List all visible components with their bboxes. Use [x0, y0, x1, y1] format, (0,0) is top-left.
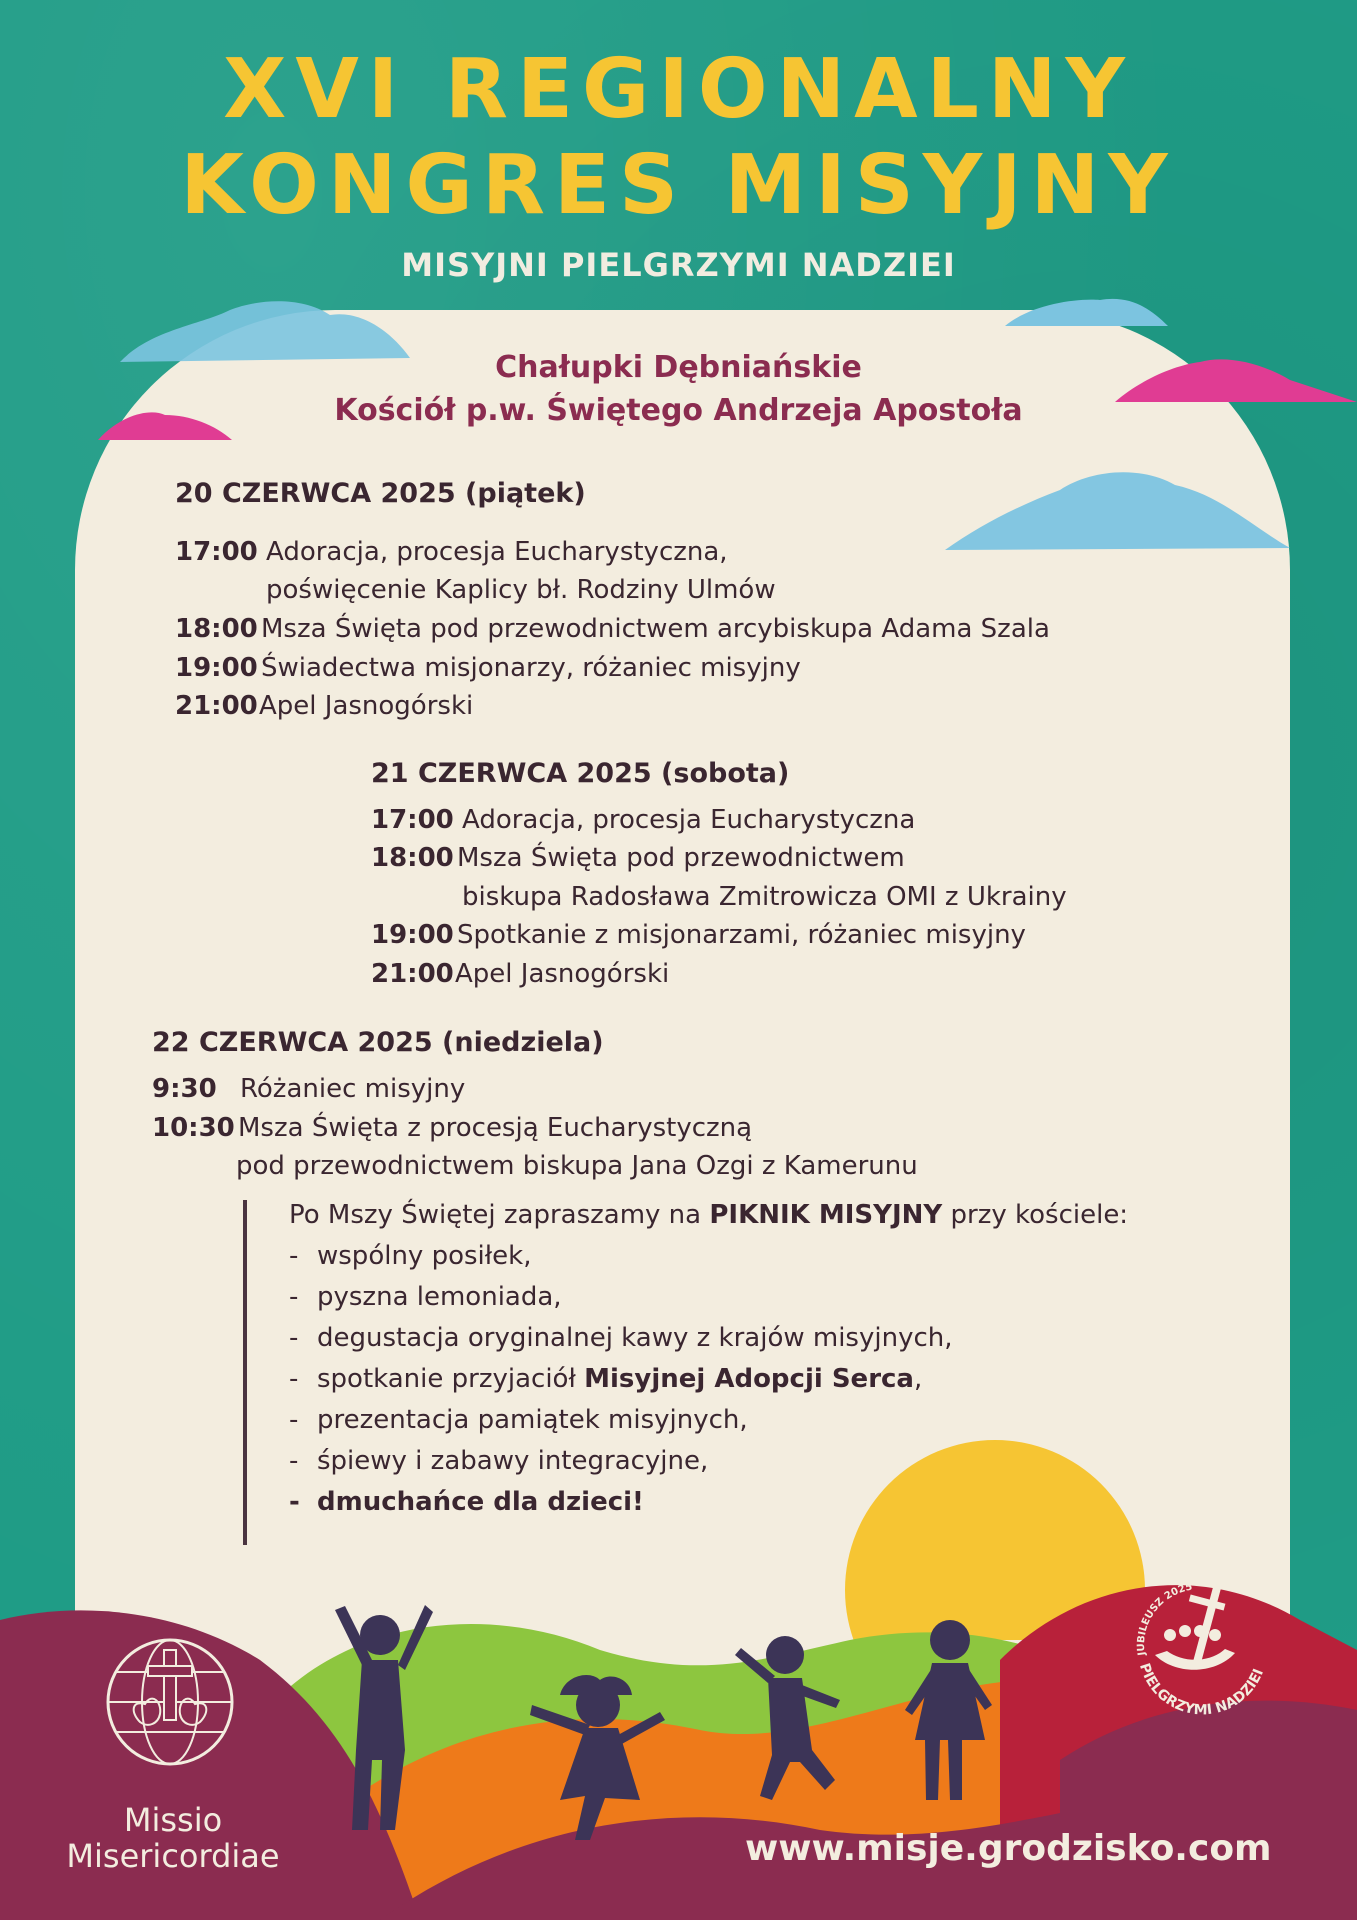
list-item-text: degustacja oryginalnej kawy z krajów misyjnych,: [317, 1323, 953, 1353]
picnic-intro-before: Po Mszy Świętej zapraszamy na: [289, 1200, 710, 1230]
day-3-item-2-cont: pod przewodnictwem biskupa Jana Ozgi z Kamerunu: [236, 1151, 918, 1181]
time: 18:00: [371, 843, 454, 873]
item-text: Msza Święta z procesją Eucharystyczną: [238, 1113, 753, 1143]
item-text: Świadectwa misjonarzy, różaniec misyjny: [261, 653, 801, 683]
item-text: Apel Jasnogórski: [455, 959, 670, 989]
jubilee-bottom-text: PIELGRZYMI NADZIEI: [1135, 1661, 1267, 1719]
jubilee-top-text: JUBILEUSZ 2025: [1135, 1581, 1194, 1657]
time: 19:00: [371, 920, 454, 950]
list-item: [289, 1446, 1128, 1487]
svg-text:PIELGRZYMI NADZIEI: [1136, 1661, 1267, 1718]
time: 17:00: [371, 805, 454, 835]
day-2-item-1: [371, 805, 915, 835]
venue-town: Chałupki Dębniańskie: [495, 350, 862, 385]
time: 18:00: [175, 614, 258, 644]
item-text: Msza Święta pod przewodnictwem: [457, 843, 905, 873]
bullet: -: [289, 1364, 299, 1394]
cloud-blue-right-top: [1005, 299, 1168, 326]
list-item-text: dmuchańce dla dzieci!: [317, 1487, 644, 1517]
list-item-text: śpiewy i zabawy integracyjne,: [317, 1446, 709, 1476]
missio-logo-text: [28, 1802, 318, 1874]
jubilee-2025-logo-icon: [1115, 1565, 1285, 1735]
svg-text:JUBILEUSZ 2025: [1136, 1582, 1193, 1658]
time: 17:00: [175, 537, 258, 567]
adoption-program: Misyjnej Adopcji Serca: [584, 1364, 914, 1394]
day-1-item-2: [175, 614, 1050, 644]
missio-line-1: Missio: [123, 1801, 223, 1839]
day-2-item-2: [371, 843, 905, 873]
list-item: [289, 1323, 1128, 1364]
day-2-title: 21 CZERWCA 2025 (sobota): [371, 758, 790, 789]
time: 21:00: [371, 959, 454, 989]
item-text: Apel Jasnogórski: [259, 691, 474, 721]
list-item-text: prezentacja pamiątek misyjnych,: [317, 1405, 748, 1435]
list-item: [289, 1405, 1128, 1446]
day-1-item-3: [175, 653, 801, 683]
bullet: -: [289, 1241, 299, 1271]
day-2-item-3: [371, 920, 1026, 950]
picnic-intro-after: przy kościele:: [942, 1200, 1129, 1230]
time: 19:00: [175, 653, 258, 683]
picnic-info: [243, 1200, 1128, 1545]
item-text: Msza Święta pod przewodnictwem arcybiskupa Adama Szala: [261, 614, 1050, 644]
time: 10:30: [152, 1113, 235, 1143]
item-text: Spotkanie z misjonarzami, różaniec misyjny: [457, 920, 1026, 950]
bullet: -: [289, 1446, 299, 1476]
picnic-intro: [289, 1200, 1128, 1241]
list-item: [289, 1282, 1128, 1323]
item-text: Adoracja, procesja Eucharystyczna,: [266, 537, 728, 567]
day-1-item-1-cont: poświęcenie Kaplicy bł. Rodziny Ulmów: [266, 575, 776, 605]
picnic-title: PIKNIK MISYJNY: [709, 1200, 943, 1230]
list-item: [289, 1241, 1128, 1282]
list-item-text: spotkanie przyjaciół: [317, 1364, 585, 1394]
day-1-title: 20 CZERWCA 2025 (piątek): [175, 478, 586, 509]
bullet: -: [289, 1487, 300, 1517]
title-line-2: KONGRES MISYJNY: [180, 138, 1177, 233]
list-item-punct: ,: [913, 1364, 923, 1394]
day-2-item-4: [371, 959, 669, 989]
item-text: Różaniec misyjny: [240, 1074, 466, 1104]
time: 21:00: [175, 691, 258, 721]
venue-church: Kościół p.w. Świętego Andrzeja Apostoła: [334, 393, 1023, 428]
day-1-item-1: [175, 537, 728, 567]
item-text: Adoracja, procesja Eucharystyczna: [462, 805, 916, 835]
website-url[interactable]: www.misje.grodzisko.com: [745, 1828, 1272, 1869]
missio-globe-cross-icon: [100, 1632, 240, 1772]
list-item-text: wspólny posiłek,: [317, 1241, 532, 1271]
time: 9:30: [152, 1074, 217, 1104]
bullet: -: [289, 1323, 299, 1353]
missio-line-2: Misericordiae: [66, 1837, 280, 1875]
list-item-text: pyszna lemoniada,: [317, 1282, 562, 1312]
day-3-item-1: [152, 1074, 465, 1104]
list-item: [289, 1364, 1128, 1405]
bullet: -: [289, 1282, 299, 1312]
title-line-1: XVI REGIONALNY: [223, 42, 1134, 137]
cloud-blue-right-bottom: [945, 472, 1290, 550]
day-3-title: 22 CZERWCA 2025 (niedziela): [152, 1027, 604, 1058]
day-2-item-2-cont: biskupa Radosława Zmitrowicza OMI z Ukrainy: [462, 882, 1067, 912]
day-1-item-4: [175, 691, 473, 721]
bullet: -: [289, 1405, 299, 1435]
subtitle: MISYJNI PIELGRZYMI NADZIEI: [401, 246, 956, 284]
day-3-item-2: [152, 1113, 752, 1143]
